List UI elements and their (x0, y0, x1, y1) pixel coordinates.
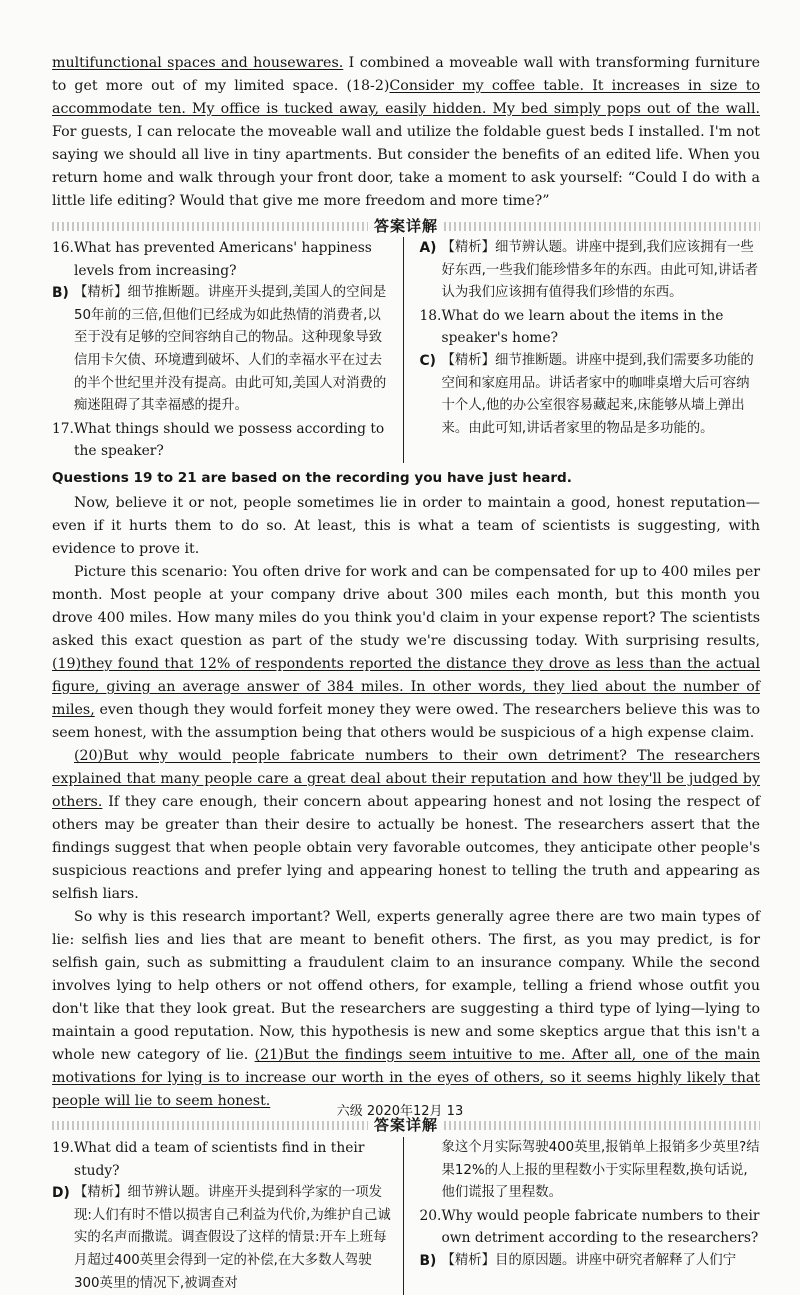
answer-19-continued: 象这个月实际驾驶400英里,报销单上报销多少英里?结果12%的人上报的里程数小于实际里程数,换句话说,他们谎报了里程数。 (441, 1139, 760, 1201)
underlined-answer-text: multifunctional spaces and housewares. (52, 55, 344, 71)
passage-paragraph-4: So why is this research important? Well, experts generally agree there are two main types of lie: selfish lies and lies that are meant to benefit others. The first, as you may predict, is for selfish gain, such as submitting a fraudulent claim to an insurance company. While the second involves lying to help others or not offend others, for example, telling a friend whose outfit you don't like that they look great. But the researchers are suggesting a third type of lying—lying to maintain a good reputation. Now, this hypothesis is new and some skeptics argue that this isn't a whole new category of lie. (21)But the findings seem intuitive to me. After all, one of the main motivations for lying is to increase our worth in the eyes of others, so it seems highly likely that people will lie to seem honest. (52, 908, 760, 1109)
question-18: 18. What do we learn about the items in the speaker's home? (419, 307, 724, 347)
underlined-answer-text: (19)they found that 12% of respondents reported the distance they drove as less than the actual figure, giving an average answer of 384 miles. In other words, they lied about the number of miles, (52, 655, 760, 718)
passage-paragraph-2: Picture this scenario: You often drive for work and can be compensated for up to 400 miles per month. Most people at your company drive about 300 miles each month, but this month you drove 400 miles. How many miles do you think you'd claim in your expense report? The scientists asked this exact question as part of the study we're discussing today. With surprising results, (19)they found that 12% of respondents reported the distance they drove as less than the actual figure, giving an average answer of 384 miles. In other words, they lied about the number of miles, even though they would forfeit money they were owed. The researchers believe this was to seem honest, with the assumption being that others would be suspicious of a high expense claim. (52, 563, 760, 741)
answer-column-right (420, 1137, 761, 1295)
answer-19: D) 【精析】细节辨认题。讲座开头提到科学家的一项发现:人们有时不惜以损害自己利益为代价,为维护自己诚实的名声而撒谎。调查假设了这样的情景:开车上班每月超过400英里会得到一定的补偿,在大多数人驾驶300英里的情况下,被调查对 (52, 1185, 391, 1291)
page-footer: 六级 2020年12月 13 (336, 1104, 464, 1119)
answer-divider-label: 答案详解 (374, 216, 439, 235)
answer-columns (52, 1137, 760, 1295)
answer-column-left (52, 1137, 404, 1295)
answer-18: C) 【精析】细节推断题。讲座中提到,我们需要多功能的空间和家庭用品。讲话者家中的咖啡桌增大后可容纳十个人,他的办公室很容易藏起来,床能够从墙上弹出来。由此可知,讲话者家里的物品是多功能的。 (419, 352, 754, 436)
question-20: 20. Why would people fabricate numbers to their own detriment according to the researchers? (419, 1207, 760, 1247)
question-16: 16. What has prevented Americans' happiness levels from increasing? (52, 240, 372, 279)
passage-paragraph-3: (20)But why would people fabricate numbers to their own detriment? The researchers explained that many people care a great deal about their reputation and how they'll be judged by others. If they care enough, their concern about appearing honest and not losing the respect of others may be greater than their desire to actually be honest. The researchers assert that the findings suggest that when people obtain very favorable outcomes, they anticipate other people's suspicious reactions and prefer lying and appearing honest to telling the truth and appearing as selfish liars. (52, 747, 760, 902)
underlined-answer-text: (20)But why would people fabricate numbers to their own detriment? The researchers explained that many people care a great deal about their reputation and how they'll be judged by others. (52, 747, 760, 810)
question-17: 17. What things should we possess according to the speaker? (52, 420, 385, 460)
answer-16: B) 【精析】细节推断题。讲座开头提到,美国人的空间是50年前的三倍,但他们已经成为如此热情的消费者,以至于没有足够的空间容纳自己的物品。这种现象导致信用卡欠债、环境遭到破坏、人们的幸福水平在过去的半个世纪里并没有提高。由此可知,美国人对消费的痴迷阻碍了其幸福感的提升。 (52, 285, 387, 414)
answer-column-right (420, 237, 761, 463)
answer-columns (52, 237, 760, 463)
answer-17: A) 【精析】细节辨认题。讲座中提到,我们应该拥有一些好东西,一些我们能珍惜多年的东西。由此可知,讲话者认为我们应该拥有值得我们珍惜的东西。 (419, 240, 758, 301)
answer-divider-label: 答案详解 (374, 1116, 439, 1135)
answer-column-left (52, 237, 404, 463)
question-19: 19. What did a team of scientists find in their study? (52, 1139, 365, 1179)
section-heading: Questions 19 to 21 are based on the recording you have just heard. (52, 469, 572, 486)
underlined-answer-text: Consider my coffee table. It increases in size to accommodate ten. My office is tucked away, easily hidden. My bed simply pops out of the wall. (52, 78, 760, 117)
passage-paragraph-1: Now, believe it or not, people sometimes lie in order to maintain a good, honest reputation—even if it hurts them to do so. At least, this is what a team of scientists is suggesting, with evidence to prove it. (52, 494, 760, 557)
answer-divider (52, 215, 760, 237)
passage-top-paragraph: multifunctional spaces and housewares. I combined a moveable wall with transforming furniture to get more out of my limited space. (18-2)Consider my coffee table. It increases in size to accommodate ten. My office is tucked away, easily hidden. My bed simply pops out of the wall. For guests, I can relocate the moveable wall and utilize the foldable guest beds I installed. I'm not saying we should all live in tiny apartments. But consider the benefits of an edited life. When you return home and walk through your front door, take a moment to ask yourself: “Could I do with a little life editing? Would that give me more freedom and more time?” (52, 55, 760, 209)
answer-20: B) 【精析】目的原因题。讲座中研究者解释了人们宁 (419, 1252, 737, 1269)
underlined-answer-text: (21)But the findings seem intuitive to me. After all, one of the main motivations for lying is to increase our worth in the eyes of others, so it seems highly likely that people will lie to seem honest. (52, 1046, 760, 1109)
